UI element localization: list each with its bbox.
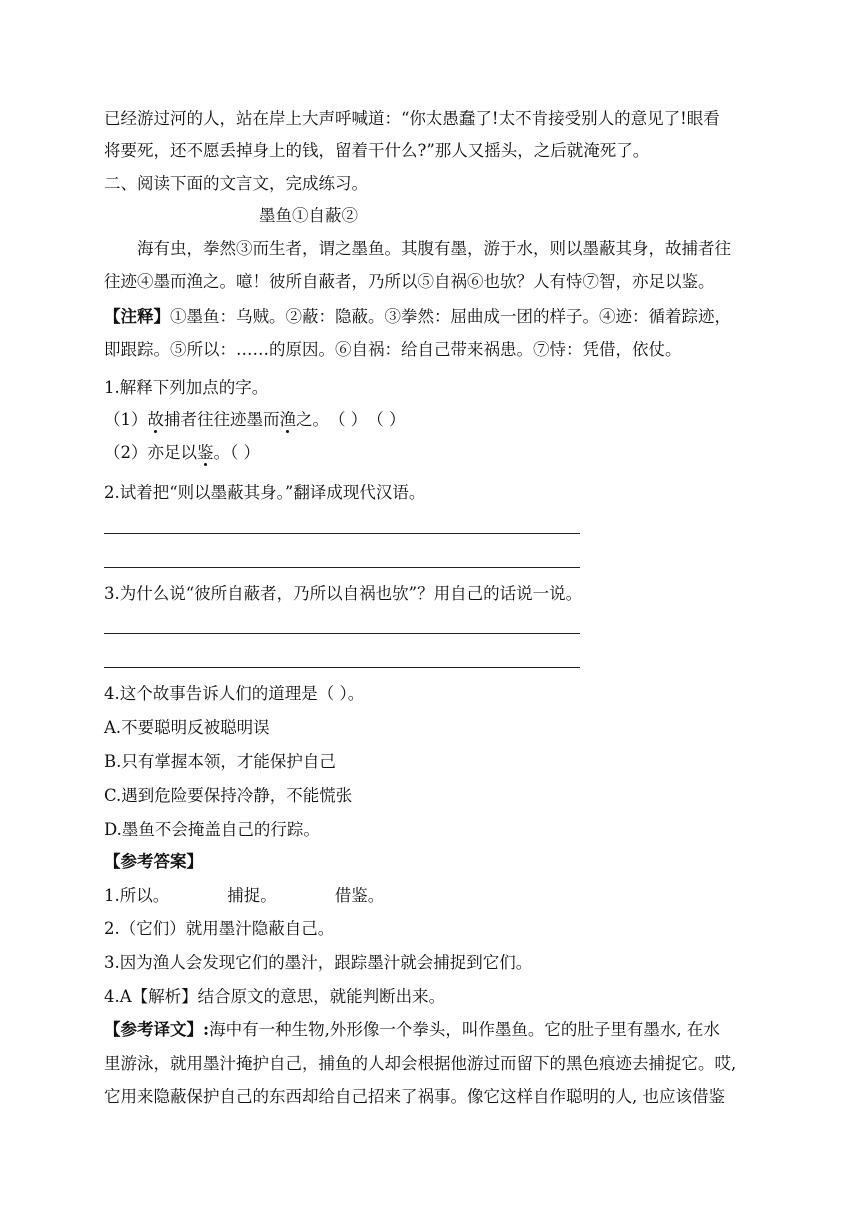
answers-heading: 【参考答案】 (104, 852, 203, 871)
answer-1-item: 捕捉。 (227, 886, 277, 905)
q4-stem: 4.这个故事告诉人们的道理是（ ）。 (104, 684, 365, 703)
dotted-char-jian: 鉴 (197, 443, 214, 462)
section-heading: 二、阅读下面的文言文，完成练习。 (104, 174, 368, 193)
passage-line-2: 往迹④墨而渔之。噫！彼所自蔽者，乃所以⑤自祸⑥也欤？人有恃⑦智，亦足以鉴。 (104, 272, 715, 291)
translation-line-2: 里游泳，就用墨汁掩护自己，捕鱼的人却会根据他游过而留下的黑色痕迹去捕捉它。哎, (104, 1054, 737, 1073)
q4-option-b: B.只有掌握本领，才能保护自己 (104, 752, 336, 771)
translation-line-3: 它用来隐蔽保护自己的东西却给自己招来了祸事。像它这样自作聪明的人, 也应该借鉴 (104, 1087, 725, 1106)
q1-stem: 1.解释下列加点的字。 (104, 378, 269, 397)
answer-1-item: 借鉴。 (334, 886, 385, 905)
dotted-char-yu: 渔 (279, 410, 296, 429)
answer-1 (104, 885, 384, 907)
q4-option-d: D.墨鱼不会掩盖自己的行踪。 (104, 820, 320, 839)
q4-option-a: A.不要聪明反被聪明误 (104, 718, 270, 737)
q2-answer-line-1[interactable] (104, 533, 580, 534)
q1-item-1-text: 捕者往往迹墨而 (164, 410, 280, 429)
q3-answer-line-2[interactable] (104, 667, 580, 668)
notes-line-2: 即跟踪。⑤所以：……的原因。⑥自祸：给自己带来祸患。⑦恃：凭借，依仗。 (104, 340, 682, 359)
answer-1-number: 1. (104, 886, 120, 905)
translation-line-1 (104, 1019, 720, 1041)
answer-4-analysis: 【解析】结合原文的意思，就能判断出来。 (131, 987, 446, 1006)
q2-stem: 2.试着把“则以墨蔽其身。”翻译成现代汉语。 (104, 483, 426, 502)
q2-answer-line-2[interactable] (104, 567, 580, 568)
q1-item-2-text: （2）亦足以 (104, 443, 197, 462)
q1-item-1 (104, 409, 406, 431)
answer-4-choice: 4.A (104, 987, 132, 1006)
q3-stem: 3.为什么说“彼所自蔽者，乃所以自祸也欤”？用自己的话说一说。 (104, 584, 583, 603)
translation-label: 【参考译文】: (104, 1020, 210, 1039)
dotted-char-gu: 故 (147, 410, 164, 429)
answer-blank-1[interactable]: （ ） (329, 410, 368, 429)
translation-text-1: 海中有一种生物,外形像一个拳头，叫作墨鱼。它的肚子里有墨水, 在水 (209, 1020, 720, 1039)
q3-answer-line-1[interactable] (104, 633, 580, 634)
passage-title: 墨鱼①自蔽② (259, 206, 358, 225)
q1-item-1-number: （1） (104, 410, 148, 429)
passage-line-1: 海有虫，拳然③而生者，谓之墨鱼。其腹有墨，游于水，则以墨蔽其身，故捕者往 (137, 239, 731, 258)
q1-item-2 (104, 442, 260, 464)
answer-3: 3.因为渔人会发现它们的墨汁，跟踪墨汁就会捕捉到它们。 (104, 953, 533, 972)
notes-line-1 (104, 306, 731, 328)
answer-1-item: 所以。 (119, 886, 170, 905)
story-line-1: 已经游过河的人，站在岸上大声呼喊道：“你太愚蠢了!太不肯接受别人的意见了!眼看 (104, 109, 720, 128)
story-line-2: 将要死，还不愿丢掉身上的钱，留着干什么?”那人又摇头，之后就淹死了。 (104, 141, 650, 160)
answer-4 (104, 986, 445, 1008)
notes-text-1: ①墨鱼：乌贼。②蔽：隐蔽。③拳然：屈曲成一团的样子。④迹：循着踪迹， (170, 307, 731, 326)
q1-item-1-text-end: 之。 (296, 410, 329, 429)
q4-option-c: C.遇到危险要保持冷静，不能慌张 (104, 786, 353, 805)
notes-label: 【注释】 (104, 307, 170, 326)
answer-blank-3[interactable]: 。（ ） (213, 443, 260, 462)
answer-2: 2.（它们）就用墨汁隐蔽自己。 (104, 919, 335, 938)
answer-blank-2[interactable]: （ ） (367, 410, 406, 429)
